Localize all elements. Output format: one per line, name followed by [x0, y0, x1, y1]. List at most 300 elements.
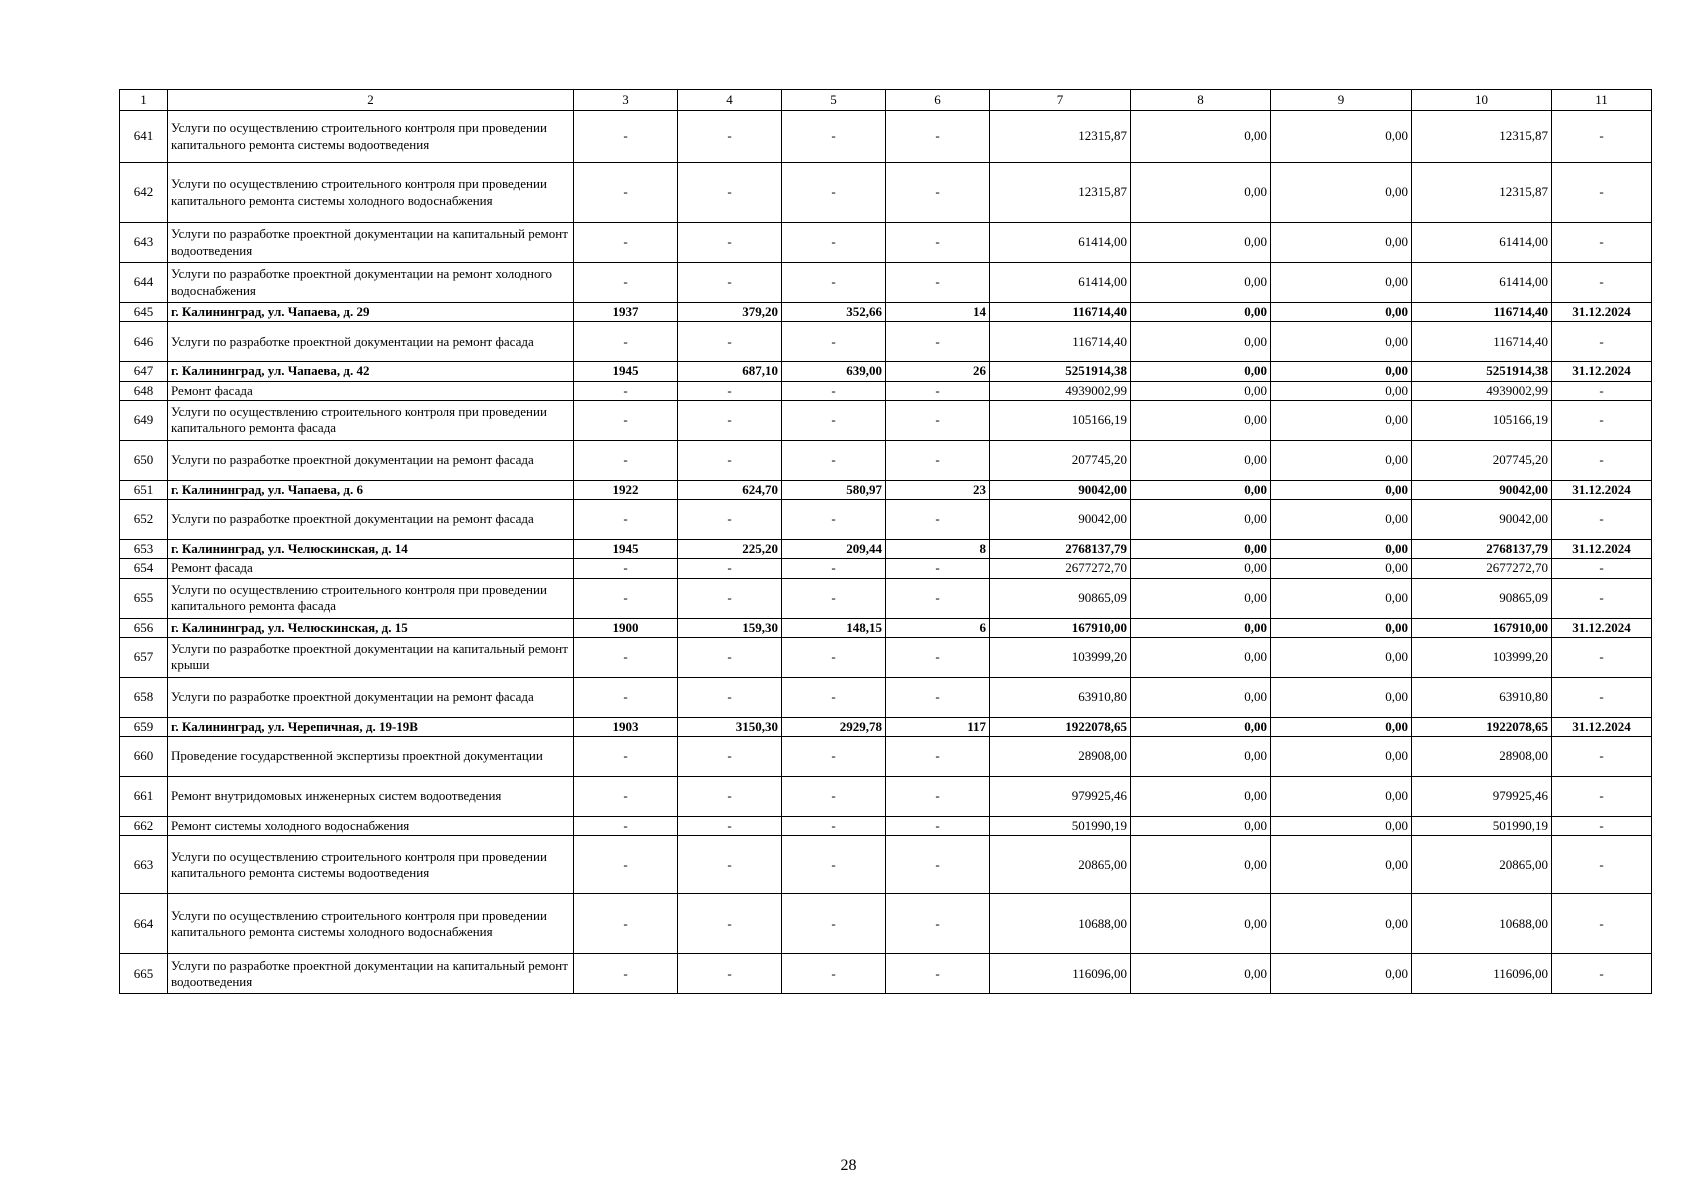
residents-count: -	[886, 111, 990, 163]
completion-date: -	[1552, 637, 1652, 677]
cost-col-9: 0,00	[1271, 540, 1412, 559]
total-area: -	[678, 637, 782, 677]
row-number: 655	[120, 578, 168, 618]
living-area: 580,97	[782, 480, 886, 499]
cost-col-10: 116714,40	[1412, 303, 1552, 322]
header-cell: 8	[1131, 90, 1271, 111]
row-number: 656	[120, 618, 168, 637]
cost-col-10: 207745,20	[1412, 440, 1552, 480]
total-cost: 4939002,99	[990, 381, 1131, 400]
residents-count: 8	[886, 540, 990, 559]
total-area: -	[678, 578, 782, 618]
residents-count: 23	[886, 480, 990, 499]
completion-date: -	[1552, 817, 1652, 836]
row-number: 652	[120, 500, 168, 540]
completion-date: -	[1552, 578, 1652, 618]
living-area: -	[782, 737, 886, 777]
cost-col-8: 0,00	[1131, 894, 1271, 954]
living-area: -	[782, 894, 886, 954]
work-description: г. Калининград, ул. Чапаева, д. 29	[168, 303, 574, 322]
work-description: Услуги по осуществлению строительного контроля при проведении капитального ремонта фасада	[168, 578, 574, 618]
cost-col-9: 0,00	[1271, 440, 1412, 480]
cost-col-8: 0,00	[1131, 559, 1271, 578]
cost-col-8: 0,00	[1131, 637, 1271, 677]
year-built: -	[574, 777, 678, 817]
residents-count: -	[886, 817, 990, 836]
row-number: 661	[120, 777, 168, 817]
living-area: -	[782, 163, 886, 223]
residents-count: -	[886, 777, 990, 817]
cost-col-8: 0,00	[1131, 362, 1271, 381]
table-row	[120, 303, 1652, 322]
cost-col-9: 0,00	[1271, 578, 1412, 618]
residents-count: -	[886, 578, 990, 618]
total-area: -	[678, 559, 782, 578]
cost-col-10: 12315,87	[1412, 163, 1552, 223]
total-area: -	[678, 440, 782, 480]
cost-col-10: 28908,00	[1412, 737, 1552, 777]
total-area: -	[678, 223, 782, 263]
living-area: -	[782, 500, 886, 540]
residents-count: -	[886, 163, 990, 223]
cost-col-8: 0,00	[1131, 677, 1271, 717]
total-cost: 2768137,79	[990, 540, 1131, 559]
completion-date: -	[1552, 322, 1652, 362]
work-description: Ремонт системы холодного водоснабжения	[168, 817, 574, 836]
work-description: Услуги по разработке проектной документации на капитальный ремонт крыши	[168, 637, 574, 677]
cost-col-8: 0,00	[1131, 954, 1271, 994]
cost-col-9: 0,00	[1271, 480, 1412, 499]
row-number: 665	[120, 954, 168, 994]
header-cell: 9	[1271, 90, 1412, 111]
total-cost: 116714,40	[990, 303, 1131, 322]
residents-count: -	[886, 677, 990, 717]
total-cost: 501990,19	[990, 817, 1131, 836]
cost-col-9: 0,00	[1271, 618, 1412, 637]
total-cost: 103999,20	[990, 637, 1131, 677]
work-description: Проведение государственной экспертизы проектной документации	[168, 737, 574, 777]
cost-col-8: 0,00	[1131, 223, 1271, 263]
year-built: -	[574, 500, 678, 540]
row-number: 659	[120, 717, 168, 736]
cost-col-10: 105166,19	[1412, 400, 1552, 440]
row-number: 662	[120, 817, 168, 836]
work-description: Ремонт внутридомовых инженерных систем водоотведения	[168, 777, 574, 817]
header-cell: 1	[120, 90, 168, 111]
table-row	[120, 322, 1652, 362]
row-number: 642	[120, 163, 168, 223]
table-row	[120, 263, 1652, 303]
total-cost: 207745,20	[990, 440, 1131, 480]
work-description: Услуги по осуществлению строительного контроля при проведении капитального ремонта системы холодного водоснабжения	[168, 163, 574, 223]
year-built: 1922	[574, 480, 678, 499]
header-cell: 10	[1412, 90, 1552, 111]
year-built: 1900	[574, 618, 678, 637]
living-area: -	[782, 440, 886, 480]
total-area: -	[678, 500, 782, 540]
row-number: 663	[120, 836, 168, 894]
row-number: 650	[120, 440, 168, 480]
table-row	[120, 400, 1652, 440]
work-description: Услуги по разработке проектной документации на ремонт фасада	[168, 322, 574, 362]
total-cost: 90042,00	[990, 480, 1131, 499]
cost-col-10: 2677272,70	[1412, 559, 1552, 578]
total-area: -	[678, 263, 782, 303]
cost-col-8: 0,00	[1131, 717, 1271, 736]
row-number: 645	[120, 303, 168, 322]
living-area: 148,15	[782, 618, 886, 637]
cost-col-9: 0,00	[1271, 362, 1412, 381]
living-area: -	[782, 578, 886, 618]
cost-col-9: 0,00	[1271, 559, 1412, 578]
completion-date: -	[1552, 223, 1652, 263]
table-row	[120, 836, 1652, 894]
year-built: -	[574, 440, 678, 480]
cost-col-9: 0,00	[1271, 637, 1412, 677]
table-row	[120, 894, 1652, 954]
total-cost: 116714,40	[990, 322, 1131, 362]
completion-date: 31.12.2024	[1552, 717, 1652, 736]
cost-col-9: 0,00	[1271, 322, 1412, 362]
living-area: -	[782, 637, 886, 677]
year-built: 1903	[574, 717, 678, 736]
cost-col-10: 5251914,38	[1412, 362, 1552, 381]
cost-col-9: 0,00	[1271, 717, 1412, 736]
year-built: -	[574, 637, 678, 677]
cost-col-10: 103999,20	[1412, 637, 1552, 677]
cost-col-8: 0,00	[1131, 322, 1271, 362]
residents-count: 117	[886, 717, 990, 736]
cost-col-9: 0,00	[1271, 500, 1412, 540]
cost-col-8: 0,00	[1131, 737, 1271, 777]
cost-col-9: 0,00	[1271, 737, 1412, 777]
living-area: -	[782, 263, 886, 303]
completion-date: -	[1552, 381, 1652, 400]
header-cell: 4	[678, 90, 782, 111]
cost-col-10: 12315,87	[1412, 111, 1552, 163]
cost-col-9: 0,00	[1271, 400, 1412, 440]
row-number: 646	[120, 322, 168, 362]
total-cost: 12315,87	[990, 111, 1131, 163]
cost-col-10: 20865,00	[1412, 836, 1552, 894]
total-cost: 2677272,70	[990, 559, 1131, 578]
table-row	[120, 578, 1652, 618]
table-row	[120, 111, 1652, 163]
residents-count: -	[886, 737, 990, 777]
cost-col-10: 979925,46	[1412, 777, 1552, 817]
residents-count: -	[886, 440, 990, 480]
cost-col-10: 501990,19	[1412, 817, 1552, 836]
year-built: -	[574, 836, 678, 894]
total-area: -	[678, 163, 782, 223]
works-table	[119, 89, 1652, 994]
cost-col-8: 0,00	[1131, 817, 1271, 836]
completion-date: -	[1552, 894, 1652, 954]
cost-col-8: 0,00	[1131, 618, 1271, 637]
year-built: -	[574, 263, 678, 303]
cost-col-8: 0,00	[1131, 777, 1271, 817]
living-area: -	[782, 381, 886, 400]
year-built: -	[574, 737, 678, 777]
total-cost: 116096,00	[990, 954, 1131, 994]
table-body	[120, 111, 1652, 994]
completion-date: 31.12.2024	[1552, 618, 1652, 637]
header-cell: 5	[782, 90, 886, 111]
total-area: -	[678, 677, 782, 717]
living-area: -	[782, 954, 886, 994]
work-description: Услуги по осуществлению строительного контроля при проведении капитального ремонта системы водоотведения	[168, 836, 574, 894]
header-cell: 7	[990, 90, 1131, 111]
total-cost: 90042,00	[990, 500, 1131, 540]
residents-count: -	[886, 322, 990, 362]
total-cost: 12315,87	[990, 163, 1131, 223]
total-area: -	[678, 111, 782, 163]
work-description: г. Калининград, ул. Челюскинская, д. 15	[168, 618, 574, 637]
living-area: -	[782, 836, 886, 894]
table-row	[120, 717, 1652, 736]
cost-col-9: 0,00	[1271, 954, 1412, 994]
cost-col-8: 0,00	[1131, 836, 1271, 894]
work-description: г. Калининград, ул. Челюскинская, д. 14	[168, 540, 574, 559]
work-description: Услуги по разработке проектной документации на ремонт холодного водоснабжения	[168, 263, 574, 303]
header-cell: 6	[886, 90, 990, 111]
row-number: 654	[120, 559, 168, 578]
year-built: -	[574, 559, 678, 578]
living-area: -	[782, 559, 886, 578]
row-number: 664	[120, 894, 168, 954]
residents-count: -	[886, 559, 990, 578]
row-number: 660	[120, 737, 168, 777]
year-built: -	[574, 163, 678, 223]
residents-count: -	[886, 500, 990, 540]
total-area: -	[678, 817, 782, 836]
year-built: 1937	[574, 303, 678, 322]
total-cost: 20865,00	[990, 836, 1131, 894]
living-area: 2929,78	[782, 717, 886, 736]
row-number: 644	[120, 263, 168, 303]
living-area: 352,66	[782, 303, 886, 322]
living-area: -	[782, 817, 886, 836]
work-description: Услуги по разработке проектной документации на ремонт фасада	[168, 500, 574, 540]
total-area: -	[678, 381, 782, 400]
year-built: -	[574, 322, 678, 362]
year-built: -	[574, 381, 678, 400]
completion-date: -	[1552, 777, 1652, 817]
cost-col-10: 90865,09	[1412, 578, 1552, 618]
completion-date: -	[1552, 954, 1652, 994]
living-area: -	[782, 111, 886, 163]
cost-col-8: 0,00	[1131, 480, 1271, 499]
total-cost: 1922078,65	[990, 717, 1131, 736]
cost-col-8: 0,00	[1131, 263, 1271, 303]
completion-date: -	[1552, 500, 1652, 540]
table-row	[120, 362, 1652, 381]
total-cost: 63910,80	[990, 677, 1131, 717]
table-row	[120, 440, 1652, 480]
cost-col-10: 4939002,99	[1412, 381, 1552, 400]
row-number: 653	[120, 540, 168, 559]
year-built: -	[574, 817, 678, 836]
residents-count: 26	[886, 362, 990, 381]
row-number: 643	[120, 223, 168, 263]
year-built: -	[574, 954, 678, 994]
total-cost: 10688,00	[990, 894, 1131, 954]
completion-date: -	[1552, 559, 1652, 578]
row-number: 647	[120, 362, 168, 381]
table-row	[120, 817, 1652, 836]
completion-date: -	[1552, 440, 1652, 480]
total-cost: 61414,00	[990, 223, 1131, 263]
work-description: Услуги по осуществлению строительного контроля при проведении капитального ремонта фасада	[168, 400, 574, 440]
completion-date: -	[1552, 400, 1652, 440]
completion-date: -	[1552, 163, 1652, 223]
cost-col-9: 0,00	[1271, 223, 1412, 263]
cost-col-10: 116714,40	[1412, 322, 1552, 362]
total-cost: 167910,00	[990, 618, 1131, 637]
cost-col-8: 0,00	[1131, 303, 1271, 322]
completion-date: -	[1552, 263, 1652, 303]
completion-date: -	[1552, 111, 1652, 163]
living-area: -	[782, 322, 886, 362]
residents-count: -	[886, 381, 990, 400]
cost-col-9: 0,00	[1271, 381, 1412, 400]
cost-col-9: 0,00	[1271, 836, 1412, 894]
total-cost: 5251914,38	[990, 362, 1131, 381]
cost-col-9: 0,00	[1271, 303, 1412, 322]
cost-col-8: 0,00	[1131, 400, 1271, 440]
cost-col-9: 0,00	[1271, 777, 1412, 817]
completion-date: -	[1552, 737, 1652, 777]
work-description: Услуги по осуществлению строительного контроля при проведении капитального ремонта системы холодного водоснабжения	[168, 894, 574, 954]
table-row	[120, 777, 1652, 817]
table-row	[120, 677, 1652, 717]
total-cost: 979925,46	[990, 777, 1131, 817]
cost-col-8: 0,00	[1131, 440, 1271, 480]
cost-col-10: 90042,00	[1412, 480, 1552, 499]
residents-count: 6	[886, 618, 990, 637]
completion-date: 31.12.2024	[1552, 480, 1652, 499]
cost-col-10: 116096,00	[1412, 954, 1552, 994]
table-row	[120, 163, 1652, 223]
residents-count: -	[886, 637, 990, 677]
total-cost: 105166,19	[990, 400, 1131, 440]
residents-count: -	[886, 400, 990, 440]
work-description: Услуги по разработке проектной документации на капитальный ремонт водоотведения	[168, 223, 574, 263]
table-row	[120, 381, 1652, 400]
living-area: -	[782, 677, 886, 717]
work-description: Ремонт фасада	[168, 559, 574, 578]
cost-col-10: 61414,00	[1412, 223, 1552, 263]
work-description: Услуги по разработке проектной документации на ремонт фасада	[168, 677, 574, 717]
row-number: 658	[120, 677, 168, 717]
year-built: 1945	[574, 540, 678, 559]
table-row	[120, 559, 1652, 578]
total-area: 225,20	[678, 540, 782, 559]
row-number: 648	[120, 381, 168, 400]
table-row	[120, 223, 1652, 263]
cost-col-8: 0,00	[1131, 578, 1271, 618]
total-cost: 61414,00	[990, 263, 1131, 303]
cost-col-9: 0,00	[1271, 263, 1412, 303]
completion-date: -	[1552, 836, 1652, 894]
cost-col-10: 90042,00	[1412, 500, 1552, 540]
total-area: -	[678, 894, 782, 954]
work-description: Услуги по разработке проектной документации на ремонт фасада	[168, 440, 574, 480]
cost-col-8: 0,00	[1131, 540, 1271, 559]
living-area: 639,00	[782, 362, 886, 381]
residents-count: 14	[886, 303, 990, 322]
residents-count: -	[886, 263, 990, 303]
work-description: г. Калининград, ул. Чапаева, д. 6	[168, 480, 574, 499]
cost-col-10: 10688,00	[1412, 894, 1552, 954]
cost-col-8: 0,00	[1131, 111, 1271, 163]
work-description: г. Калининград, ул. Чапаева, д. 42	[168, 362, 574, 381]
year-built: 1945	[574, 362, 678, 381]
year-built: -	[574, 677, 678, 717]
total-area: 3150,30	[678, 717, 782, 736]
table-row	[120, 540, 1652, 559]
table-row	[120, 500, 1652, 540]
residents-count: -	[886, 894, 990, 954]
cost-col-8: 0,00	[1131, 500, 1271, 540]
completion-date: 31.12.2024	[1552, 540, 1652, 559]
row-number: 641	[120, 111, 168, 163]
living-area: -	[782, 223, 886, 263]
total-area: -	[678, 322, 782, 362]
cost-col-9: 0,00	[1271, 163, 1412, 223]
total-cost: 90865,09	[990, 578, 1131, 618]
living-area: 209,44	[782, 540, 886, 559]
cost-col-8: 0,00	[1131, 381, 1271, 400]
work-description: Ремонт фасада	[168, 381, 574, 400]
work-description: г. Калининград, ул. Черепичная, д. 19-19В	[168, 717, 574, 736]
total-area: 379,20	[678, 303, 782, 322]
work-description: Услуги по осуществлению строительного контроля при проведении капитального ремонта системы водоотведения	[168, 111, 574, 163]
living-area: -	[782, 777, 886, 817]
page-number: 28	[840, 1157, 857, 1174]
cost-col-10: 1922078,65	[1412, 717, 1552, 736]
total-area: -	[678, 954, 782, 994]
table-row	[120, 737, 1652, 777]
table-row	[120, 954, 1652, 994]
cost-col-9: 0,00	[1271, 111, 1412, 163]
cost-col-9: 0,00	[1271, 677, 1412, 717]
table-row	[120, 480, 1652, 499]
header-cell: 11	[1552, 90, 1652, 111]
year-built: -	[574, 400, 678, 440]
living-area: -	[782, 400, 886, 440]
completion-date: 31.12.2024	[1552, 303, 1652, 322]
table-row	[120, 618, 1652, 637]
cost-col-10: 2768137,79	[1412, 540, 1552, 559]
cost-col-10: 61414,00	[1412, 263, 1552, 303]
header-cell: 3	[574, 90, 678, 111]
completion-date: 31.12.2024	[1552, 362, 1652, 381]
row-number: 649	[120, 400, 168, 440]
year-built: -	[574, 894, 678, 954]
residents-count: -	[886, 836, 990, 894]
year-built: -	[574, 111, 678, 163]
total-area: 687,10	[678, 362, 782, 381]
total-area: -	[678, 836, 782, 894]
total-area: -	[678, 737, 782, 777]
total-area: -	[678, 400, 782, 440]
cost-col-10: 63910,80	[1412, 677, 1552, 717]
year-built: -	[574, 578, 678, 618]
table-row	[120, 637, 1652, 677]
residents-count: -	[886, 954, 990, 994]
header-cell: 2	[168, 90, 574, 111]
